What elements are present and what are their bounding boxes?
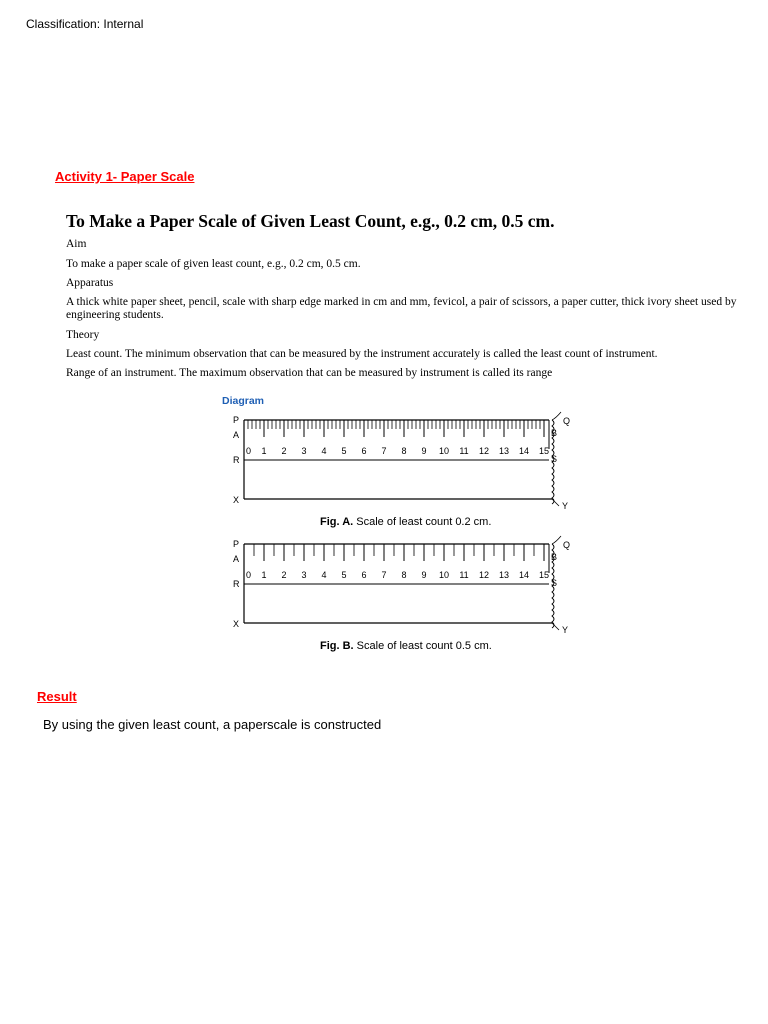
label-q: Q [563,416,571,426]
label-q-leader [552,412,561,420]
label-s: S [551,578,558,588]
scale-number: 7 [381,570,387,580]
scale-number: 8 [401,446,407,456]
scale-number: 7 [381,446,387,456]
label-x: X [233,619,240,629]
scale-number: 9 [421,446,427,456]
figure-b-scale-diagram [222,534,582,659]
scale-number: 15 [538,570,550,580]
label-b: B [551,552,558,562]
label-p: P [233,415,240,425]
scale-number: 0 [246,446,252,456]
label-a: A [233,430,240,440]
label-x: X [233,495,240,505]
scale-number: 0 [246,570,252,580]
aim-text: To make a paper scale of given least count, e.g., 0.2 cm, 0.5 cm. [66,258,361,270]
scale-number: 3 [301,446,307,456]
label-q-leader [552,536,561,544]
activity-title: Activity 1- Paper Scale [55,169,195,184]
figure-caption-text: Scale of least count 0.5 cm. [353,640,492,652]
aim-heading: Aim [66,238,87,250]
scale-number: 14 [518,446,530,456]
scale-number: 3 [301,570,307,580]
classification-label: Classification: Internal [26,17,144,31]
figure-caption-number: Fig. B. [320,640,354,652]
result-heading: Result [37,689,77,704]
scale-number: 1 [261,570,267,580]
scale-number: 2 [281,570,287,580]
scale-number: 5 [341,446,347,456]
scale-number: 5 [341,570,347,580]
theory-heading: Theory [66,329,100,341]
scale-number: 15 [538,446,550,456]
scale-number: 10 [438,446,450,456]
figure-caption-number: Fig. A. [320,516,354,528]
main-title: To Make a Paper Scale of Given Least Count, e.g., 0.2 cm, 0.5 cm. [66,211,555,231]
label-q: Q [563,540,571,550]
figure-caption [320,640,492,652]
scale-number: 14 [518,570,530,580]
figure-a-scale-diagram [222,410,582,535]
scale-number: 6 [361,570,367,580]
apparatus-text: A thick white paper sheet, pencil, scale with sharp edge marked in cm and mm, fevicol, a pair of scissors, a paper cutter, thick ivory sheet used by engineering students. [66,296,737,321]
scale-number: 11 [459,570,469,580]
label-y: Y [562,501,569,511]
label-b: B [551,428,558,438]
scale-number: 13 [498,446,510,456]
label-p: P [233,539,240,549]
scale-number: 4 [321,446,327,456]
figure-caption [320,516,491,528]
scale-number: 12 [478,570,490,580]
scale-number: 11 [459,446,469,456]
label-a: A [233,554,240,564]
label-y: Y [562,625,569,635]
scale-number: 4 [321,570,327,580]
scale-number: 13 [498,570,510,580]
scale-number: 9 [421,570,427,580]
range-definition: Range of an instrument. The maximum observation that can be measured by instrument is called its range [66,367,553,379]
result-text: By using the given least count, a paperscale is constructed [43,717,382,732]
apparatus-heading: Apparatus [66,277,114,289]
scale-number: 8 [401,570,407,580]
diagram-label: Diagram [222,395,265,407]
scale-number: 1 [261,446,267,456]
label-s: S [551,454,558,464]
scale-number: 2 [281,446,287,456]
least-count-definition: Least count. The minimum observation that can be measured by the instrument accurately is called the least count of instrument. [66,348,658,360]
figure-caption-text: Scale of least count 0.2 cm. [353,516,492,528]
scale-number: 10 [438,570,450,580]
label-r: R [233,579,240,589]
label-r: R [233,455,240,465]
scale-number: 6 [361,446,367,456]
scale-number: 12 [478,446,490,456]
